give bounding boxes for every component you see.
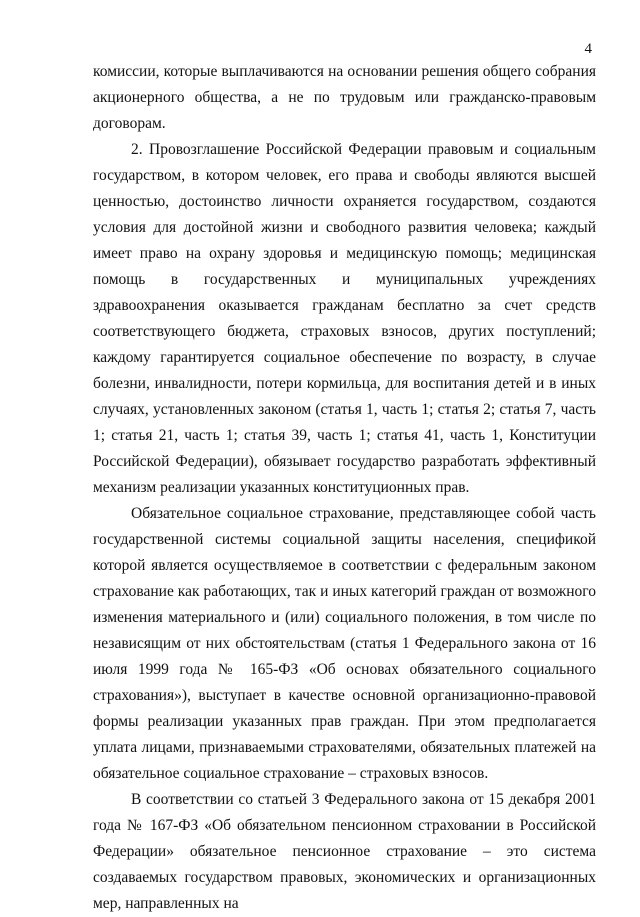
paragraph-constitutional-rights: 2. Провозглашение Российской Федерации правовым и социальным государством, в котором человек, его права и свободы являются высшей ценностью, достоинство личности охраняется государством, создаются условия для достойной жизни и свободного развития человека; каждый имеет право на охрану здоровья и медицинскую помощь; медицинская помощь в государственных и муниципальных учреждениях здравоохранения оказывается гражданам бесплатно за счет средств соответствующего бюджета, страховых взносов, других поступлений; каждому гарантируется социальное обеспечение по возрасту, в случае болезни, инвалидности, потери кормильца, для воспитания детей и в иных случаях, установленных законом (статья 1, часть 1; статья 2; статья 7, часть 1; статья 21, часть 1; статья 39, часть 1; статья 41, часть 1, Конституции Российской Федерации), обязывает государство разработать эффективный механизм реализации указанных конституционных прав. bbox=[93, 141, 596, 496]
paragraph-social-insurance: Обязательное социальное страхование, представляющее собой часть государственной системы социальной защиты населения, спецификой которой является осуществляемое в соответствии с федеральным законом страхование как работающих, так и иных категорий граждан от возможного изменения материального и (или) социального положения, в том числе по независящим от них обстоятельствам (статья 1 Федерального закона от 16 июля 1999 года № 165-ФЗ «Об основах обязательного социального страхования»), выступает в качестве основной организационно-правовой формы реализации указанных прав граждан. При этом предполагается уплата лицами, признаваемыми страхователями, обязательных платежей на обязательное социальное страхование – страховых взносов. bbox=[93, 505, 596, 782]
document-body bbox=[93, 59, 596, 917]
page-number: 4 bbox=[584, 41, 592, 57]
paragraph-pension-insurance: В соответствии со статьей 3 Федерального закона от 15 декабря 2001 года № 167-ФЗ «Об обязательном пенсионном страховании в Российской Федерации» обязательное пенсионное страхование – это система создаваемых государством правовых, экономических и организационных мер, направленных на bbox=[93, 791, 596, 912]
paragraph-continuation: комиссии, которые выплачиваются на основании решения общего собрания акционерного общества, а не по трудовым или гражданско-правовым договорам. bbox=[93, 63, 596, 132]
